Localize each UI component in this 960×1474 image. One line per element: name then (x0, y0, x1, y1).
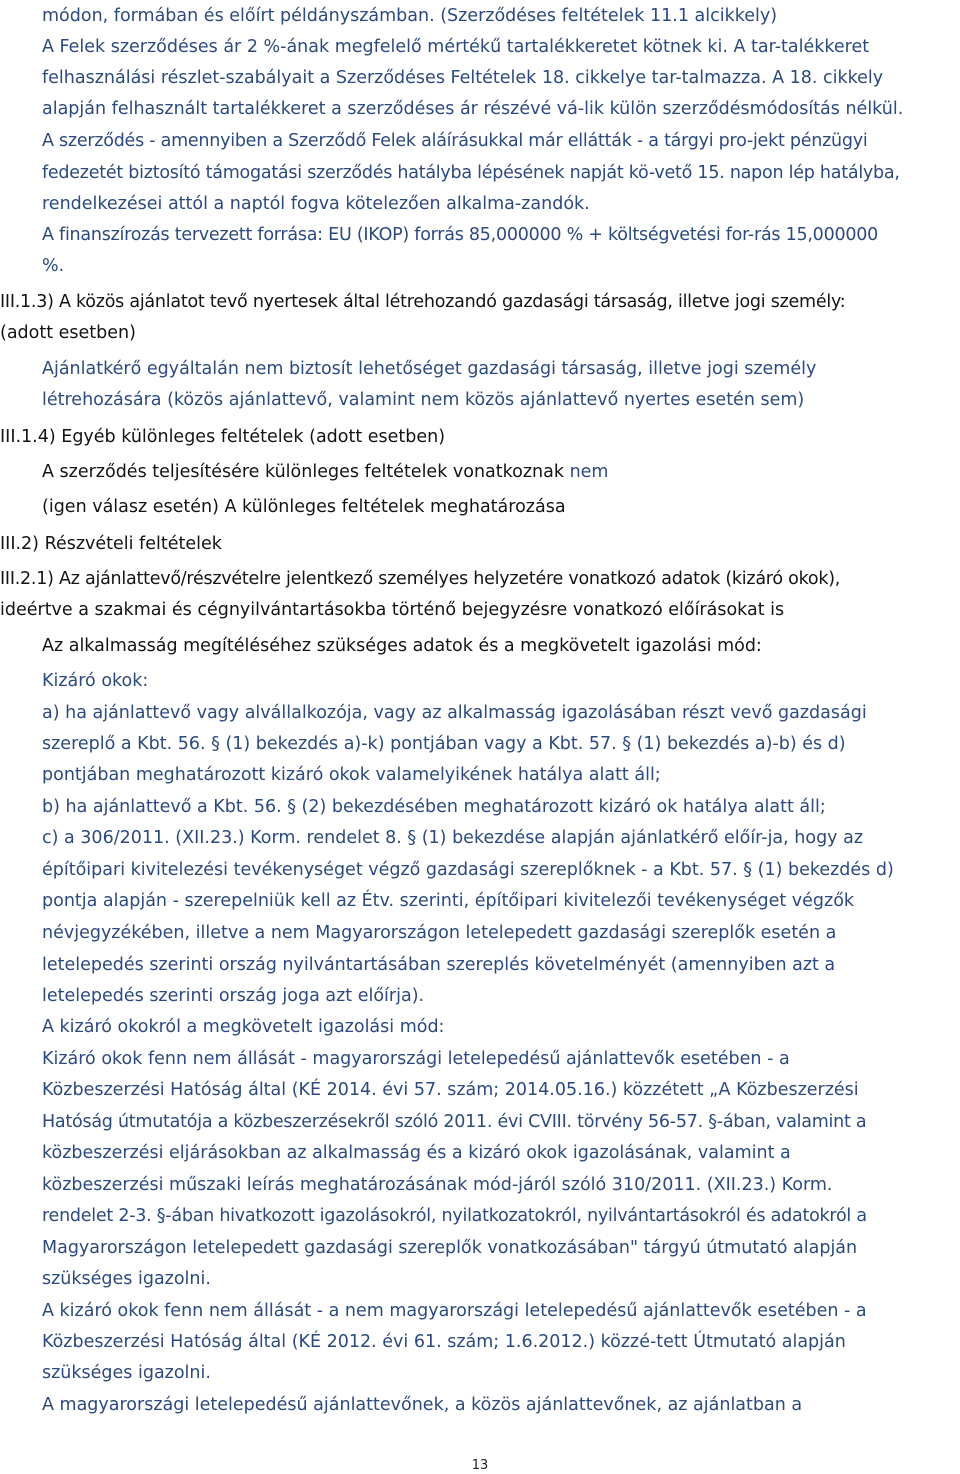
s314-answer: nem (569, 462, 609, 482)
intro-line-1: módon, formában és előírt példányszámban. (Szerződéses feltételek 11.1 alcikkely) (42, 6, 778, 26)
s314-question-2: (igen válasz esetén) A különleges feltételek meghatározása (42, 497, 566, 517)
s321-line: szereplő a Kbt. 56. § (1) bekezdés a)-k) pontjában vagy a Kbt. 57. § (1) bekezdés a)-b) és d) (42, 734, 846, 754)
s314-question-text: A szerződés teljesítésére különleges feltételek vonatkoznak (42, 462, 570, 482)
intro-line-5: A szerződés - amennyiben a Szerződő Felek aláírásukkal már ellátták - a tárgyi pro-jekt pénzügyi (42, 131, 868, 151)
s313-body-2: létrehozására (közös ajánlattevő, valamint nem közös ajánlattevő nyertes esetén sem) (42, 390, 805, 410)
intro-line-6: fedezetét biztosító támogatási szerződés hatályba lépésének napját kö-vető 15. napon lép hatályba, (42, 163, 900, 183)
section-heading-iii-2-1: III.2.1) Az ajánlattevő/részvételre jelentkező személyes helyzetére vonatkozó adatok (kizáró okok), (0, 569, 841, 589)
s321-line: pontjában meghatározott kizáró okok valamelyikének hatálya alatt áll; (42, 765, 661, 785)
s321-line: A kizáró okok fenn nem állását - a nem magyarországi letelepedésű ajánlattevők esetében - a (42, 1301, 867, 1321)
s321-line: Közbeszerzési Hatóság által (KÉ 2014. évi 57. szám; 2014.05.16.) közzétett „A Közbeszerzési (42, 1080, 859, 1100)
s321-line: rendelet 2-3. §-ában hivatkozott igazolásokról, nyilatkozatokról, nyilvántartásokról és adatokról a (42, 1206, 867, 1226)
section-heading-iii-2: III.2) Részvételi feltételek (0, 534, 222, 554)
s321-line: Hatóság útmutatója a közbeszerzésekről szóló 2011. évi CVIII. törvény 56-57. §-ában, valamint a (42, 1112, 867, 1132)
s321-line: pontja alapján - szerepelniük kell az Étv. szerinti, építőipari kivitelezői tevékenységet végzők (42, 891, 855, 911)
intro-line-9: %. (42, 256, 65, 276)
intro-line-4: alapján felhasznált tartalékkeret a szerződéses ár részévé vá-lik külön szerződésmódosítás nélkül. (42, 99, 904, 119)
s321-line: Közbeszerzési Hatóság által (KÉ 2012. évi 61. szám; 1.6.2012.) közzé-tett Útmutató alapján (42, 1332, 846, 1352)
s321-line: közbeszerzési műszaki leírás meghatározásának mód-járól szóló 310/2011. (XII.23.) Korm. (42, 1175, 833, 1195)
section-heading-iii-1-4: III.1.4) Egyéb különleges feltételek (adott esetben) (0, 427, 446, 447)
s321-subheading: Az alkalmasság megítéléséhez szükséges adatok és a megkövetelt igazolási mód: (42, 636, 762, 656)
s321-line: A kizáró okokról a megkövetelt igazolási mód: (42, 1017, 445, 1037)
s321-line: szükséges igazolni. (42, 1269, 211, 1289)
intro-line-2: A Felek szerződéses ár 2 %-ának megfelelő mértékű tartalékkeretet kötnek ki. A tar-talékkeret (42, 37, 870, 57)
s321-line: letelepedés szerinti ország joga azt előírja). (42, 986, 425, 1006)
s321-line: A magyarországi letelepedésű ajánlattevőnek, a közös ajánlattevőnek, az ajánlatban a (42, 1395, 803, 1415)
section-heading-iii-1-3-cont: (adott esetben) (0, 323, 136, 343)
s321-line: Kizáró okok: (42, 671, 149, 691)
intro-line-7: rendelkezései attól a naptól fogva kötelezően alkalma-zandók. (42, 194, 590, 214)
section-heading-iii-1-3: III.1.3) A közös ajánlatot tevő nyertesek által létrehozandó gazdasági társaság, illetve jogi személy: (0, 292, 846, 312)
section-heading-iii-2-1-cont: ideértve a szakmai és cégnyilvántartásokba történő bejegyzésre vonatkozó előírásokat is (0, 600, 785, 620)
intro-line-3: felhasználási részlet-szabályait a Szerződéses Feltételek 18. cikkelye tar-talmazza. A 18. cikkely (42, 68, 884, 88)
s321-line: letelepedés szerinti ország nyilvántartásában szereplés követelményét (amennyiben azt a (42, 955, 836, 975)
s321-line: c) a 306/2011. (XII.23.) Korm. rendelet 8. § (1) bekezdése alapján ajánlatkérő előír-ja, hogy az (42, 828, 864, 848)
s313-body-1: Ajánlatkérő egyáltalán nem biztosít lehetőséget gazdasági társaság, illetve jogi személy (42, 359, 817, 379)
s321-line: szükséges igazolni. (42, 1363, 211, 1383)
intro-line-8: A finanszírozás tervezett forrása: EU (IKOP) forrás 85,000000 % + költségvetési for-rás 15,000000 (42, 225, 878, 245)
s321-line: közbeszerzési eljárásokban az alkalmasság és a kizáró okok igazolásának, valamint a (42, 1143, 791, 1163)
s321-line: építőipari kivitelezési tevékenységet végző gazdasági szereplőknek - a Kbt. 57. § (1) bekezdés d) (42, 860, 894, 880)
s321-line: b) ha ajánlattevő a Kbt. 56. § (2) bekezdésében meghatározott kizáró ok hatálya alatt áll; (42, 797, 826, 817)
s321-line: a) ha ajánlattevő vagy alvállalkozója, vagy az alkalmasság igazolásában részt vevő gazdasági (42, 703, 867, 723)
s321-line: Kizáró okok fenn nem állását - magyarországi letelepedésű ajánlattevők esetében - a (42, 1049, 790, 1069)
s321-line: névjegyzékében, illetve a nem Magyarországon letelepedett gazdasági szereplők esetén a (42, 923, 837, 943)
page-number: 13 (471, 1458, 489, 1473)
s321-line: Magyarországon letelepedett gazdasági szereplők vonatkozásában" tárgyú útmutató alapján (42, 1238, 858, 1258)
s314-question (42, 460, 608, 484)
